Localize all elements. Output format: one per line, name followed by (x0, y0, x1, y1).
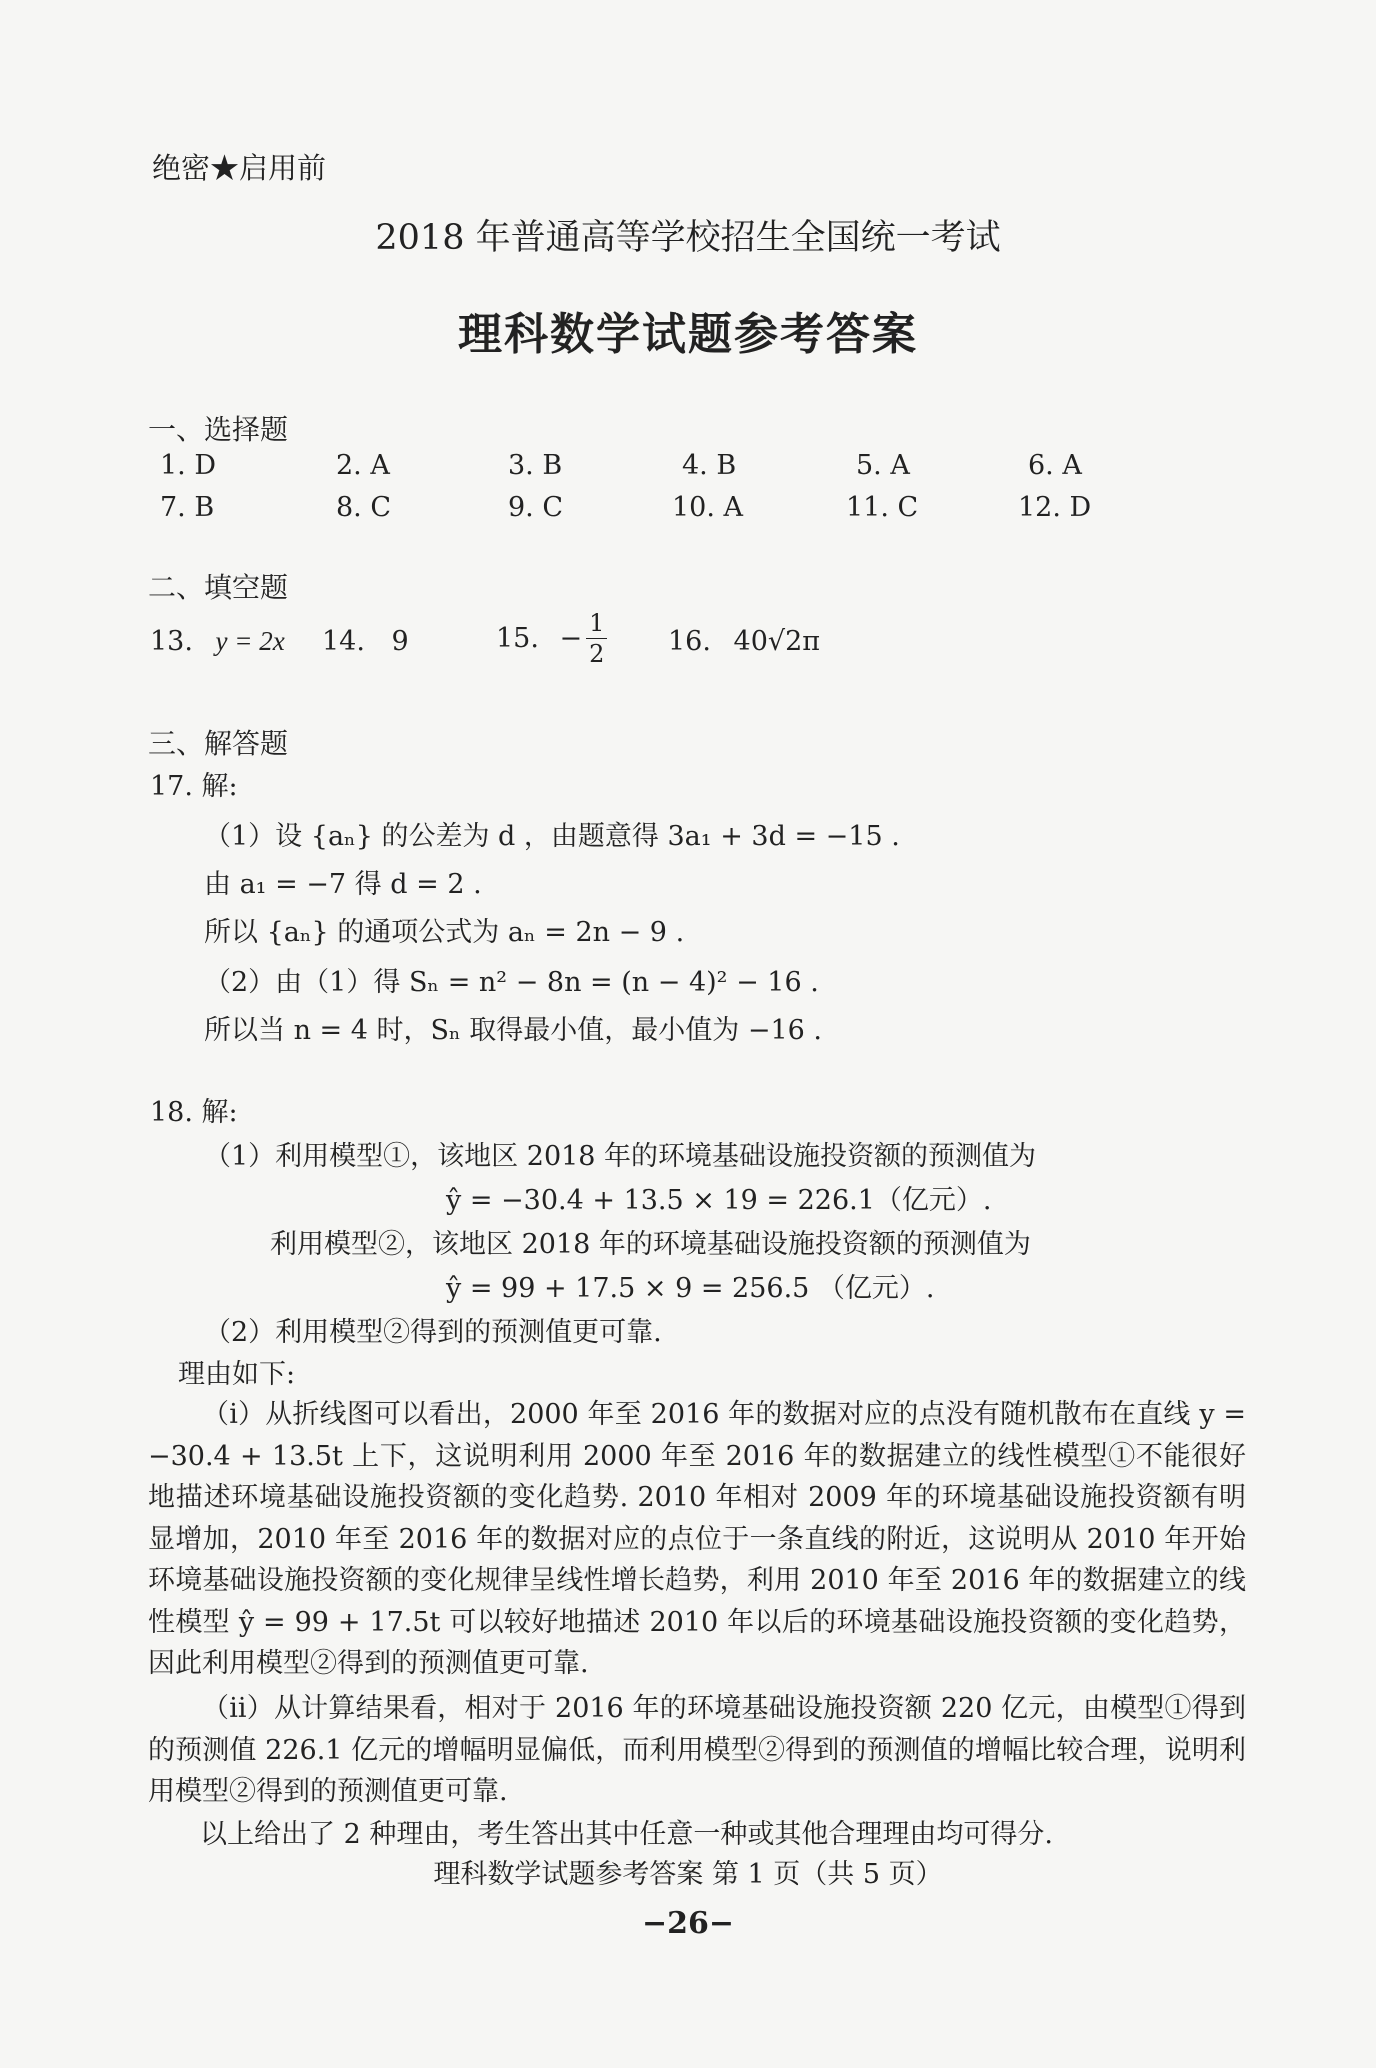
answer-item: 6. A (1028, 450, 1082, 481)
solution-line: （2）由（1）得 Sₙ = n² − 8n = (n − 4)² − 16 . (204, 967, 819, 998)
answer-item: 11. C (846, 492, 919, 523)
solution-line: 理由如下: (178, 1359, 296, 1390)
page-footer: 理科数学试题参考答案 第 1 页（共 5 页） (433, 1859, 943, 1890)
fill-item-15 (496, 608, 607, 669)
answer-item: 12. D (1018, 492, 1092, 523)
problem-17-label: 17. 解: (150, 771, 238, 802)
document-title: 理科数学试题参考答案 (458, 309, 918, 360)
fill-item-13 (150, 626, 285, 657)
question-number: 16. (668, 626, 711, 657)
answer-item: 4. B (682, 450, 737, 481)
answer-value: 40√2π (733, 626, 821, 657)
problem-18-label: 18. 解: (150, 1097, 238, 1128)
solution-line: 利用模型②，该地区 2018 年的环境基础设施投资额的预测值为 (270, 1229, 1031, 1260)
solution-line: （1）利用模型①，该地区 2018 年的环境基础设施投资额的预测值为 (204, 1141, 1037, 1172)
answer-item: 2. A (336, 450, 390, 481)
reason-paragraph-2: （ⅱ）从计算结果看，相对于 2016 年的环境基础设施投资额 220 亿元，由模型①得到的预测值 226.1 亿元的增幅明显偏低，而利用模型②得到的预测值的增幅比较合理，说明利用模型②得到的预测值更可靠. (148, 1693, 1246, 1807)
answer-item: 1. D (160, 450, 216, 481)
formula-line: ŷ = 99 + 17.5 × 9 = 256.5 （亿元）. (446, 1273, 935, 1304)
answer-item: 8. C (336, 492, 392, 523)
answer-value: y = 2x (215, 626, 285, 656)
solution-line: 所以 {aₙ} 的通项公式为 aₙ = 2n − 9 . (204, 917, 685, 948)
answer-item: 3. B (508, 450, 563, 481)
fraction (586, 608, 607, 669)
answer-item: 7. B (160, 492, 215, 523)
answer-item: 9. C (508, 492, 564, 523)
confidential-mark: 绝密★启用前 (152, 151, 327, 185)
answer-sign: − (559, 623, 583, 654)
answer-item: 10. A (672, 492, 744, 523)
fraction-denominator: 2 (589, 640, 605, 668)
fraction-numerator: 1 (586, 608, 607, 639)
solution-line: 由 a₁ = −7 得 d = 2 . (204, 869, 482, 900)
answer-value: 9 (391, 626, 409, 657)
solution-line: 所以当 n = 4 时，Sₙ 取得最小值，最小值为 −16 . (204, 1015, 823, 1046)
note-line: 以上给出了 2 种理由，考生答出其中任意一种或其他合理理由均可得分. (200, 1819, 1053, 1850)
question-number: 13. (150, 626, 193, 657)
section-heading-choice: 一、选择题 (148, 413, 289, 446)
reason-paragraph-1: （ⅰ）从折线图可以看出，2000 年至 2016 年的数据对应的点没有随机散布在直线 y = −30.4 + 13.5t 上下，这说明利用 2000 年至 2016 年的数据建立的线性模型①不能很好地描述环境基础设施投资额的变化趋势. 2010 年相对 2009 年的环境基础设施投资额有明显增加，2010 年至 2016 年的数据对应的点位于一条直线的附近，这说明从 2010 年开始环境基础设施投资额的变化规律呈线性增长趋势，利用 2010 年至 2016 年的数据建立的线性模型 ŷ = 99 + 17.5t 可以较好地描述 2010 年以后的环境基础设施投资额的变化趋势，因此利用模型②得到的预测值更可靠. (148, 1399, 1246, 1679)
formula-line: ŷ = −30.4 + 13.5 × 19 = 226.1（亿元）. (446, 1185, 992, 1216)
exam-title: 2018 年普通高等学校招生全国统一考试 (375, 218, 1001, 258)
fill-item-14 (322, 626, 409, 657)
solution-line: （2）利用模型②得到的预测值更可靠. (204, 1317, 662, 1348)
answer-item: 5. A (856, 450, 910, 481)
section-heading-fill: 二、填空题 (148, 571, 289, 604)
page-number: −26− (641, 1906, 735, 1941)
solution-line: （1）设 {aₙ} 的公差为 d ，由题意得 3a₁ + 3d = −15 . (204, 821, 900, 852)
section-heading-solve: 三、解答题 (148, 727, 289, 760)
question-number: 14. (322, 626, 365, 657)
fill-item-16 (668, 626, 820, 657)
question-number: 15. (496, 623, 539, 654)
